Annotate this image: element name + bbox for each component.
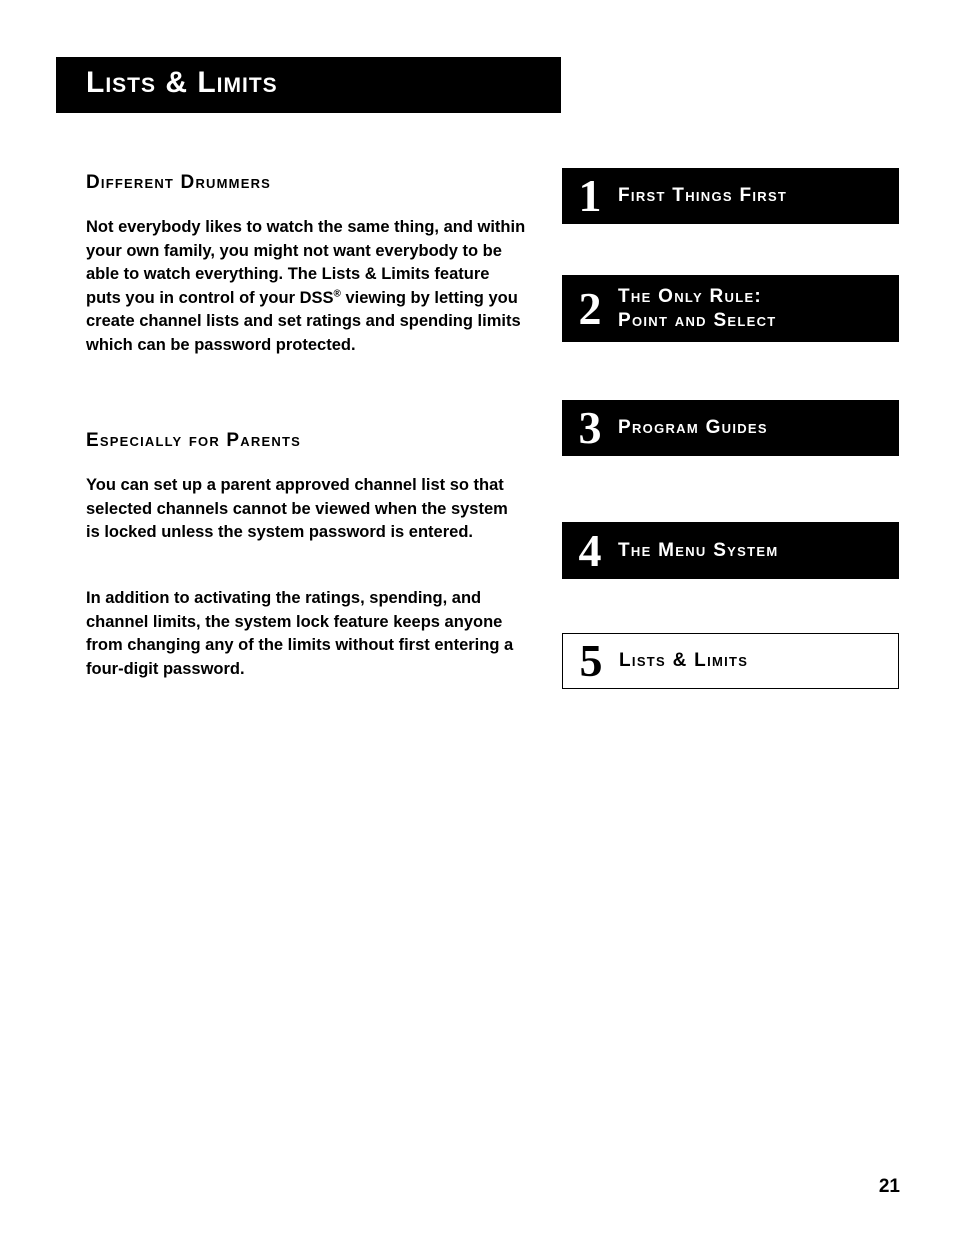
paragraph-parent-channel-list: You can set up a parent approved channel list so that selected channels cannot be viewed when the system is locked unless the system password is entered.	[86, 476, 508, 541]
paragraph-text-continued: viewing by letting you create channel lists and set ratings and spending limits which can be password protected.	[86, 288, 521, 354]
section-heading-especially-for-parents: Especially for Parents	[86, 430, 301, 451]
paragraph-text: Not everybody likes to watch the same thing, and within your own family, you might not want everybody to be able to watch everything. The Lists & Limits feature puts you in control of your DSS	[86, 218, 526, 307]
chapter-title: Program Guides	[618, 417, 768, 438]
chapter-title: First Things First	[618, 185, 788, 206]
chapter-title-line-2: Point and Select	[618, 309, 777, 331]
chapter-tab-5-current	[562, 633, 899, 689]
chapter-tab-1	[562, 168, 899, 224]
chapter-number: 3	[578, 402, 602, 453]
chapter-title-line-1: The Only Rule:	[618, 285, 763, 307]
chapter-title	[618, 285, 777, 333]
chapter-number: 5	[579, 635, 603, 686]
paragraph-system-lock: In addition to activating the ratings, spending, and channel limits, the system lock feature keeps anyone from changing any of the limits without first entering a four-digit password.	[86, 589, 514, 678]
chapter-number: 1	[578, 170, 602, 221]
chapter-number: 2	[578, 282, 602, 334]
chapter-tab-4	[562, 522, 899, 579]
registered-mark: ®	[333, 288, 341, 299]
chapter-number: 4	[578, 524, 602, 576]
chapter-tab-3	[562, 400, 899, 456]
chapter-tab-2	[562, 275, 899, 342]
page-number: 21	[878, 1176, 900, 1197]
paragraph-different-drummers	[86, 216, 526, 357]
section-heading-different-drummers: Different Drummers	[86, 172, 272, 193]
header-bar	[56, 57, 561, 113]
page-title: Lists & Limits	[86, 66, 278, 99]
chapter-title: Lists & Limits	[619, 650, 749, 671]
chapter-title: The Menu System	[618, 539, 779, 561]
